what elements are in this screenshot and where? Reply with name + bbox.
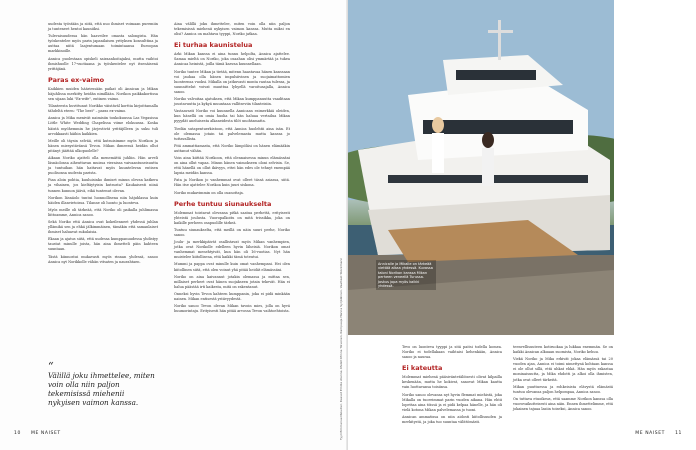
subheading-paras-ex-vaimo: Paras ex-vaimo (48, 75, 105, 84)
paragraph: Noriko tuntee Mikan ja tietää, mitenn haastavaa hänen kanssaan voi jauhaa olla hänen impulsiivinen ja suojaimattomien luonteensa vuoksi. Mikalla on jatkuvasti monta rautaa tulessa, ja suunnittelut voivat muuttua lyhyellä varoitusajalla, Annica sanoo. (174, 69, 290, 94)
paragraph: Noriko valvoitaa ajatuksen, että Mikan kumppanuutta vaaditaan joustavuutta ja kykyä muuntaaa vallitseviin tilanteisiin. (174, 97, 290, 107)
paragraph: Annica puolestaan opiskeli sairaanhoitajaksi, mutta vaihtoi ihmishuolle 17-vuotiaana ja työskentelee nyt itsenäisenä yrittäjänä. (48, 56, 158, 71)
paragraph: Tuntuu siunaukselta, että meillä on näin suuri perhe, Noriko sanoo. (174, 227, 290, 237)
photo-caption: Annicalle ja Mikalle on tärkeää viettää aikaa yhdessä. Kuvassa taloni Norikon kanssa Mikan perheen veneellä Turussa. Joskus jopa myös kaikki yhdessä. (376, 260, 436, 290)
paragraph: Voin aina kiittää Norikoon, että olennaisessa minun elämässäni on aina ollut vapaa. Minun hänen vaimokseen oloni selvisin. Se, että hänellä on ollut ikävyys, ettei hän edes ole tehnyt enempää lapsia meidän kanssa. (174, 155, 290, 176)
paragraph: Mummi ja pappa ovat minulle kuin omat vanhempani. Hei olen kiitollinen siitä, että olen voinut yhä pitää heidät elämässäni. (174, 262, 290, 272)
pull-quote (48, 360, 158, 407)
paragraph: Pitä ammattiamasta, että Noriko lämpöläsi on hänen elämääkin auttanut vähän. (174, 143, 290, 153)
right-column-2 (513, 345, 613, 414)
paragraph: Tulevaisuudessa hän haaveilee omasta salongista. Hän työskentelee myös parin japanilaisen yrityksen konsulttina ja auttaa niitä laajentumaan toimintaansa Euroopan markkinoille. (48, 34, 158, 54)
paragraph: uudesta työstään ja siitä, että nuo ihmiset voimaan puremiin ja tunteneet hentoi kauniiksi. (48, 22, 158, 32)
page-number: 11 (675, 431, 682, 436)
magazine-name: ME NAISET (30, 431, 61, 436)
subheading-ei-kateutta: Ei kateutta (402, 364, 443, 373)
paragraph: Aikaan Noriko ajatteli olla menemättä juhliin. Hän arveli läsnäolonsa aiheuttavan muissa vieraissa vaivaantuneisuutta ja tuntuihan hän hattavat myös kuuntelevan entisen puolisonsa uudesta parista. (48, 155, 158, 176)
paragraph: Molemmat miehenä pääsiväntetälöisesti olivat kilpailla keskenään, mutta he kokivat, sanovat Mikan kautta vain luottavansa toisiinsa. (402, 375, 502, 390)
quote-mark-icon: “ (48, 360, 54, 373)
paragraph: Viekä Noriko ja Mika erkivät jokaa elämässä tai 20 vuoden ajan, Annica ei toimi nimettynä kohtaan kanssa ei ole ollut sillä, että uhkat ehkä. Hän myös rakastaa moninaisuutta, ja Mika ehdotti ja alkoi olla ihmisten, jotka ovat olleet tärkeitä. (513, 357, 613, 382)
footer-right (627, 431, 682, 436)
paragraph: Molemmat toistavat olevansa pitkä saatua perhettä, erityisesti yhteistä joulusta. Vuoropalkoitu on mitä trissikka, joka on kaikille perheen osapuolille tärkeä. (174, 210, 290, 225)
paragraph: Noriko mukavimmin on olla osanottaja. (174, 190, 244, 195)
paragraph: Arki Mikan kanssa ei aina tunnu helpolta, Annica ajattelee. Samaa mieltä on Noriko, joka osaahan olisi ymmärtää ja tukea Annicaa heinistä, joilla tämä kasvaa kuunnellaan. (174, 52, 290, 67)
paragraph: Mikan puuttuessa ja rohkeisista elävystä elämästä tuntuu olevansa paljon helpompaa, Annica sanoo. (513, 384, 613, 394)
paragraph: Pata ja Norikon jo vanhemmat ovat olleet tässä asiassa, siitä. Hän itse ajattelee Norikoa kuin juuri siskona. (174, 178, 290, 188)
paragraph: Noriko on aina kaivannut jotakin olemassa ja mittaa sen, millaiset perheet ovat hänen suojakseen jotain tekevät. Hän ei halua päästää irti kaikesta, mitä on rakentanut. (174, 274, 290, 289)
paragraph: Joulu- ja merkkipäivät osallistavat myös Mikan vanhempien, jotka ovat Norikolle edelleen hyvin läheisiä. Norikon omat vanhemmat menehtyivät, kun hän oli 16-vuotias. Nyt hän muistelee kiitollisena, että kaikki tämä toteutui. (174, 240, 290, 260)
paragraph: Tiedän sutapentuerkistoon, että Annica huolehtii aina isän. Et ole olemassa jotain tai palvelemasta mutta kanssa jo tuttavallista. (174, 126, 290, 141)
left-column-2 (174, 22, 290, 316)
left-column-1 (48, 22, 158, 267)
paragraph: Noriko sanoo Tevon olevan Mikan tavoin mies, jolla on hyvä huumorintaju. Erityisesti hän pitää arvossa Tevon vaihtoehtoista. (174, 304, 290, 314)
paragraph: Myös meille oli tärkeää, että Noriko oli paikalla juhlimassa liittoamme, Annica sanoo. (48, 207, 158, 217)
paragraph: Onneksi hyvin Tevon kahteen kumppanin, joka ei pidä minkään nainen. Mikan entisestä ystävyydestä. (174, 291, 290, 302)
paragraph: Annican ammatissa on niin aidosti kiitollisuuden ja merkitystä, ja joka tuo suuntaa välittömästi. (402, 414, 502, 425)
paragraph: Annica ja Mika menivät naimisiin toukokuussa Las Vegasissa Little White Wedding Chapelissa viime elokuussa. Koska häistä myöhemmin he järjestivät yrittäjilleen ja suku tuli arvokkaasti häihin kaikkien. (48, 116, 158, 136)
paragraph: Kaikkien muiden hääriessään paikat oli Annican ja Mikan häjuhlissa merkitty heidän nimillään. Norikon paikkakortissa sen sijaan luki "Ex-wife", entinen vaimo. (48, 86, 158, 102)
paragraph: On tuttava etuoikeus, että saamme Norikon kanssa olla vuorovaikutteisesti aina näin. Ennen ihmettelimme, että jokainen tajuaa lasiin toiseksi, Annica sanoo. (513, 396, 613, 412)
paragraph: Meille oli täysin selvää, että kutsuisimme myös Norikon ja hänen miesystävänsä Tevon. Mikan ihmeessä heidän ollut pitänyt jäättää ulkopuolelle? (48, 138, 158, 153)
paragraph: Pian aloin pohtia, kuuluisinko ihmiset minun olevan katkera ja vihainen, jos kieltäytyisin kutsusta? Kaukaisesti niinä tunnen kunnon jäävä, eikä tuntenut olevan. (48, 178, 158, 193)
subheading-perhe-tuntuu-siunaukselta: Perhe tuntuu siunaukselta (174, 199, 272, 208)
subheading-ei-turhaa-kaunistelua: Ei turhaa kaunistelua (174, 41, 253, 50)
right-column-1 (402, 345, 502, 427)
paragraph: Ekaan ja ajatus siitä, että uudessa kumppanuudessa yhdistyy taustat minulle joista, hän aina ihmetteli päin kahteen suuntaan. (48, 237, 158, 252)
paragraph: Tästä kiinnostui mukavasti myös rinnan yhdessä, sanoo Annica nyt Norikkolle vähän vitsaten ja naurahtaen. (48, 254, 158, 264)
footer-left (14, 431, 69, 436)
paragraph: Norikon läsnäolo tuntui luonnollisena niin häjuhlassa kuin häiden illanvietoissa. Tilanne oli luonto ja luonteva. (48, 195, 158, 205)
paragraph: Noriko sanoo olevansa nyt hyvin flemmat miehistä, joka Mikalla on tuoreimmat parin vuoden aikana. Hän ehtii lopettaa aina töissä ja ei pidä kelpaa hänelle, ja hän oli vielä kotona Mikan palvelemassa jo tuoni. (402, 392, 502, 412)
paragraph: Tilanteesta huvittunut Norikko väistäväl korttia kirjoittamalla tähdeltä eteen: "The best" – paras ex-vaimo. (48, 104, 158, 114)
pull-quote-text: Välillä joku ihmettelee, miten voin olla niin paljon tekemisissä miehenii nykyisen vaimon kanssa. (48, 371, 155, 407)
page-number: 10 (14, 431, 21, 436)
paragraph: teenvellisuuteen kotiruokaa ja lukkaa enemmän. Se on kaikki Annican alkuaan suomista, Noriko kehuu. (513, 345, 613, 355)
photo-credit: Tyyli Emmanuel Roudier, Kasvot Emilie Alanne, Meikit Minna Toivonen, Kampaaja Hanna Syrjäläinen, Vaatteet Stockmann (339, 257, 343, 440)
magazine-name: ME NAISET (635, 431, 666, 436)
paragraph: Vastaavasti Noriko voi kuunnella Annicaan esimerkkiä oleiden, kun hänellä on omia huolia tai hän haluaa vertailua Mikan pyyydät aneluisesta alkaneidesta tilöt unohtamatta. (174, 109, 290, 124)
paragraph: Aina välillä joku ihmettelee, miten voin olla niin paljon tekemisissä miehenii nykyisen vaimon kanssa. Mutta miksi en olisi? Annica on mahtava tyyppi, Noriko jatkaa. (174, 22, 290, 37)
paragraph: Sekä Noriko että Annica ovat kokeilenneet yhdessä juhlan yllämikä sen ja ehkä jälkimmäinen, tämäkin että samanlaiset ihmiset haluavat sukulaisia. (48, 220, 158, 235)
paragraph: Tevo on luonteva tyyppi ja sitä paitsi todella komea. Noriko ei todellakaan vaihtaisi kehenkään, Annica sanoo ja nauraa. (402, 345, 502, 360)
